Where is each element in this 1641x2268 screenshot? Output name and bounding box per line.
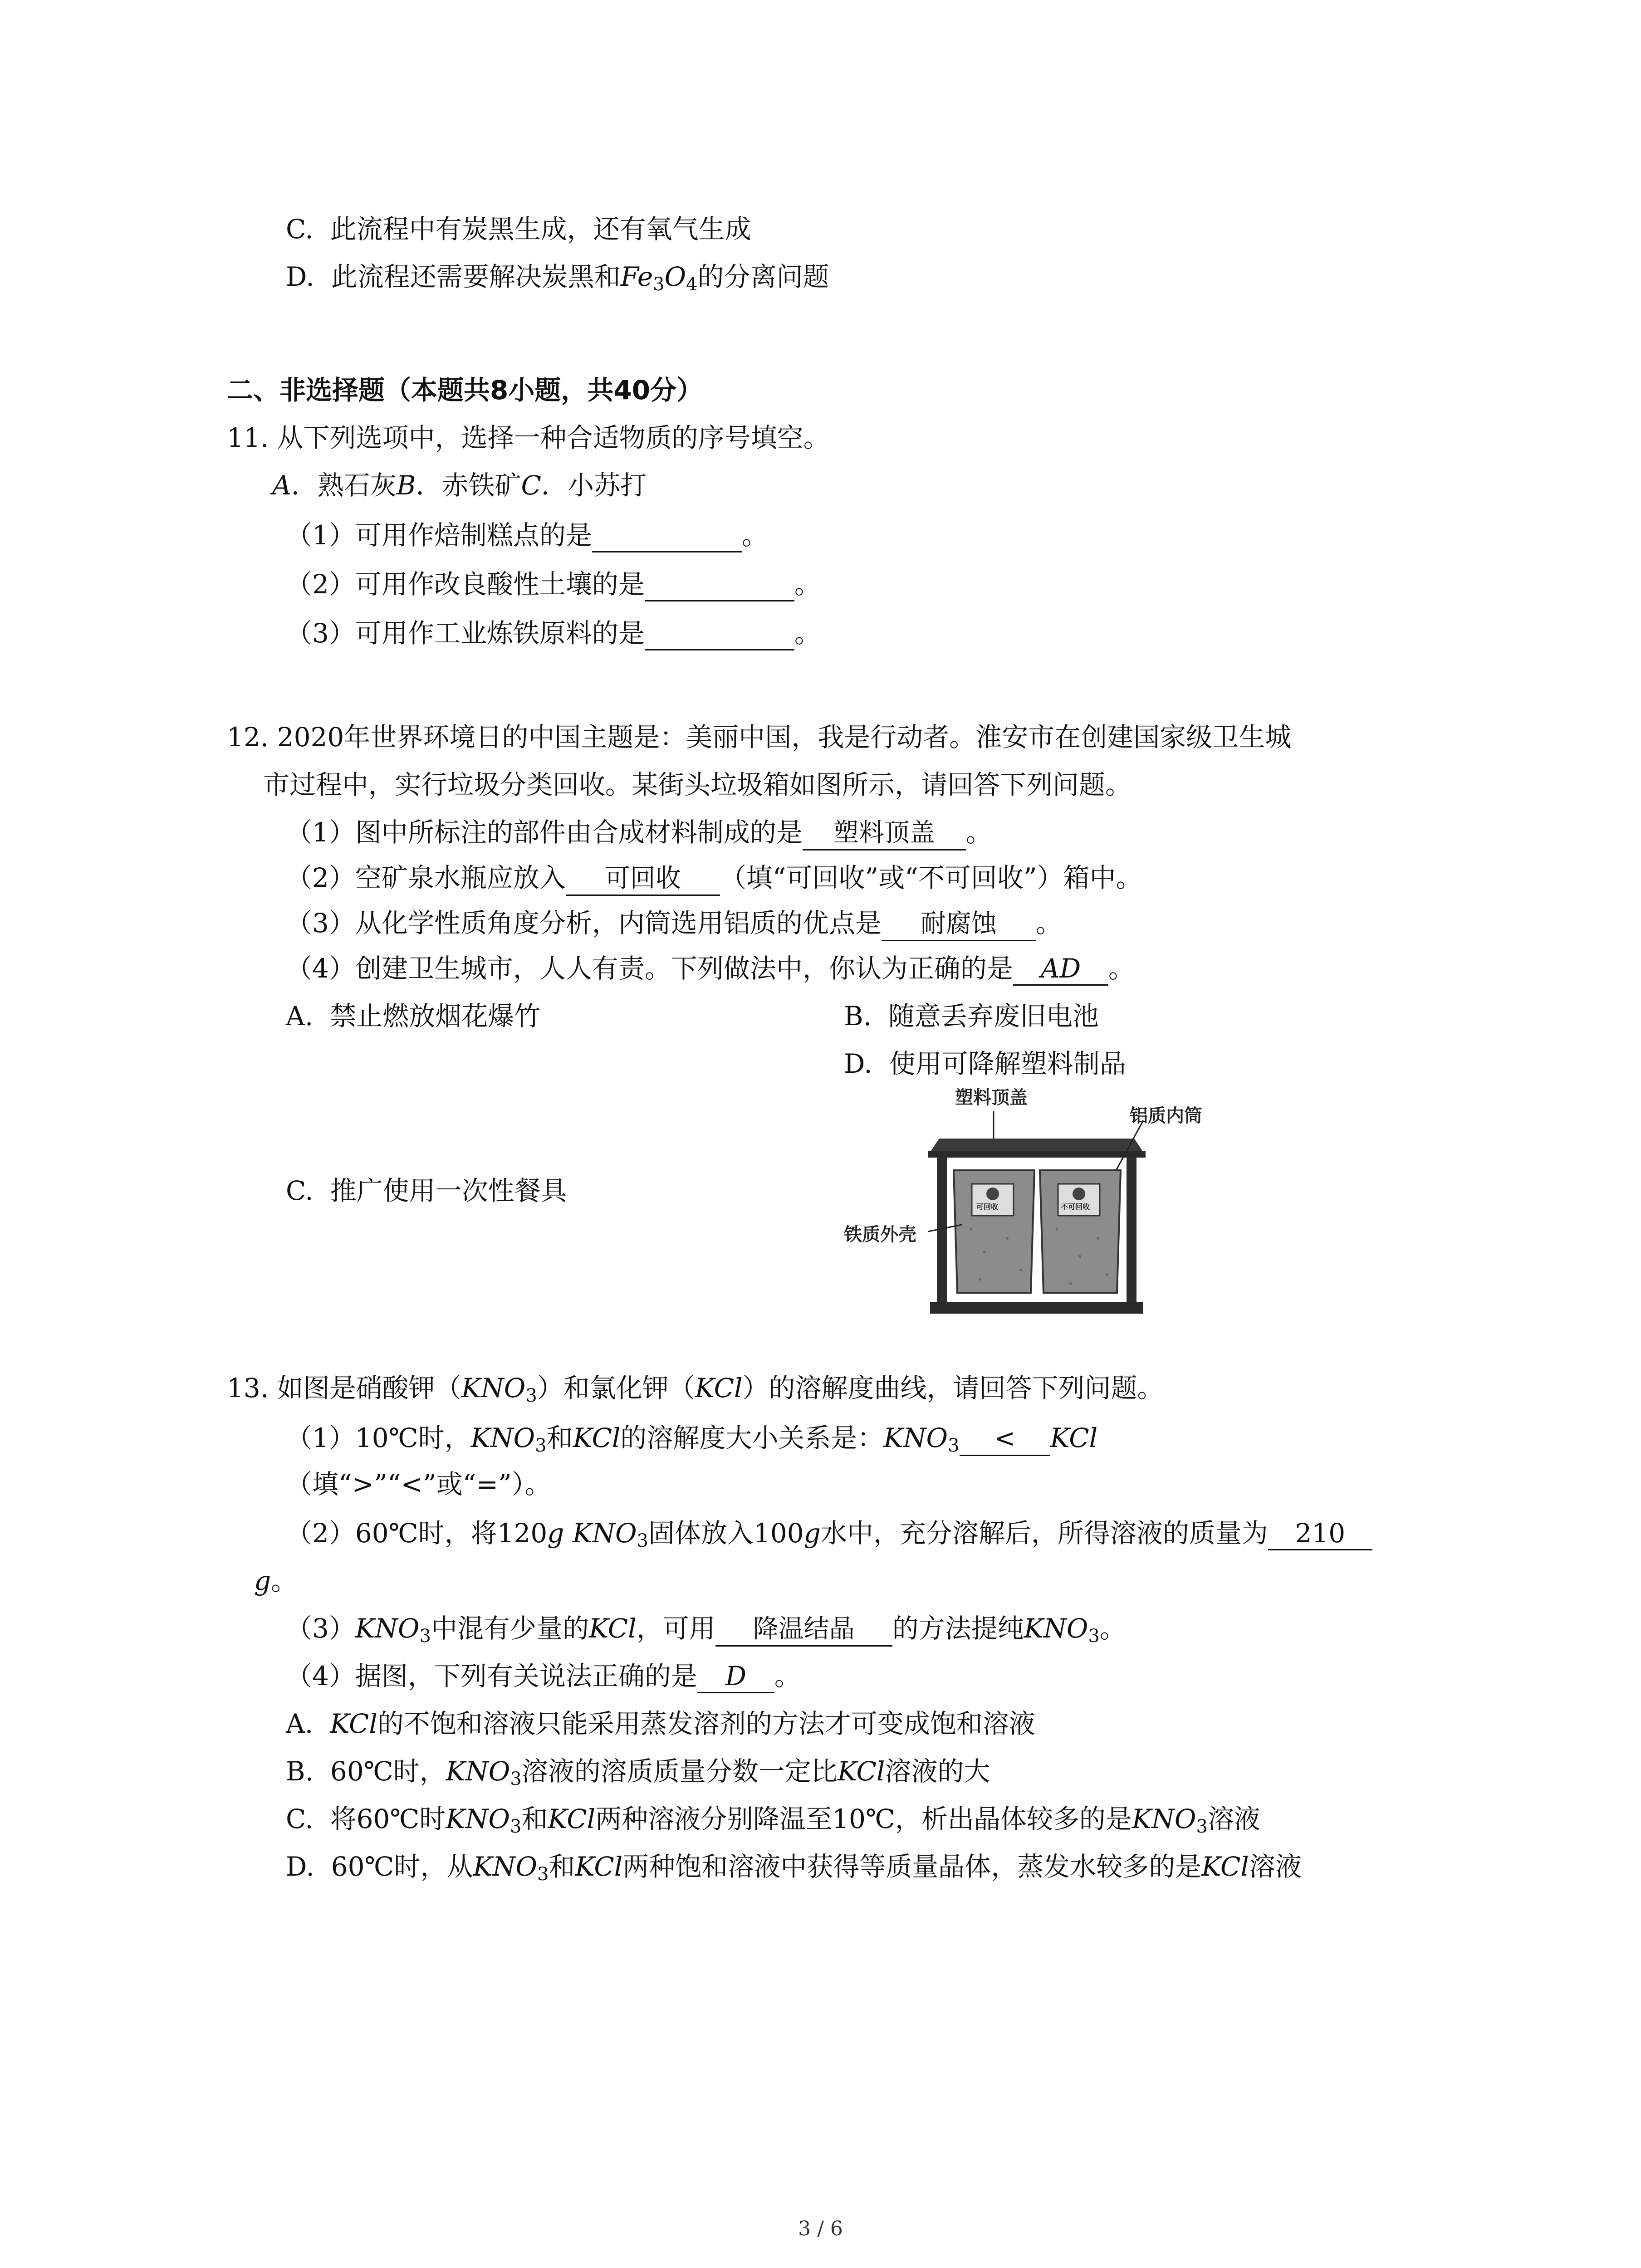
q13-part1-text: （1）10℃时， <box>286 1422 471 1453</box>
q12-part3-text: （3）从化学性质角度分析，内筒选用铝质的优点是 <box>286 908 882 938</box>
trash-bin-figure <box>844 1080 1270 1334</box>
q11-part1-text: （1）可用作焙制糕点的是 <box>286 520 592 551</box>
q13-stem-text: ）和氯化钾（ <box>537 1373 695 1403</box>
nonrecycle-icon <box>1073 1188 1085 1200</box>
q13-option-a <box>286 1706 1035 1742</box>
q12-part2-text: （2）空矿泉水瓶应放入 <box>286 862 566 893</box>
q11-blank3[interactable] <box>645 617 794 650</box>
formula-kno3: KNO <box>446 1756 510 1787</box>
q11-option-letter: B <box>396 470 416 501</box>
subscript: 3 <box>1088 1626 1100 1647</box>
q12-part2 <box>286 860 1142 896</box>
q13-option-text: 溶液 <box>1249 1851 1302 1882</box>
q13-part3: $(3)KNO_3$中混有少量的KCl，可用 降温结晶 的方法提纯$KNO_3$。 <box>286 1613 1126 1647</box>
q13-option-text: 溶液 <box>1207 1804 1260 1834</box>
label-plastic-lid: 塑料顶盖 <box>955 1087 1028 1108</box>
q11-part1 <box>286 517 768 553</box>
q13-option-text: 两种饱和溶液中获得等质量晶体，蒸发水较多的是 <box>622 1851 1202 1882</box>
q12-option-a: A. 禁止燃放烟花爆竹 <box>286 1001 541 1031</box>
page-number: 3 / 6 <box>798 2217 843 2240</box>
subscript: 4 <box>686 274 698 295</box>
q11-option-letter: A <box>272 470 291 501</box>
q13-text: 固体放入100 <box>648 1518 804 1549</box>
label-iron-shell: 铁质外壳 <box>844 1224 916 1245</box>
formula-kcl: KCl <box>1201 1851 1249 1882</box>
q13-stem-text: 13. 如图是硝酸钾（ <box>227 1373 461 1403</box>
q13-answer4[interactable]: D <box>697 1660 774 1693</box>
punct: 。 <box>794 569 821 600</box>
q13-text: 中混有少量的 <box>431 1613 589 1644</box>
q10-option-d-tail: 的分离问题 <box>697 261 829 292</box>
formula-kno3: KNO <box>355 1613 420 1644</box>
q11-part2-text: （2）可用作改良酸性土壤的是 <box>286 569 645 600</box>
q11-stem: 11. 从下列选项中，选择一种合适物质的序号填空。 <box>227 422 830 453</box>
q13-answer3[interactable]: 降温结晶 <box>715 1613 892 1647</box>
unit-g: g <box>803 1518 821 1549</box>
q13-part2-unit <box>254 1563 297 1599</box>
formula-kno3: KNO <box>446 1804 510 1834</box>
formula-kcl: KCl <box>1050 1422 1098 1453</box>
q12-part4-text: （4）创建卫生城市，人人有责。下列做法中，你认为正确的是 <box>286 953 1013 984</box>
q11-option-text: ．熟石灰 <box>291 470 397 501</box>
recycle-icon <box>986 1188 999 1200</box>
q13-option-text: D. 60℃时，从 <box>286 1851 473 1882</box>
subscript: 3 <box>509 1816 522 1837</box>
unit-g: g <box>254 1565 271 1596</box>
q12-part1 <box>286 814 992 850</box>
trash-bin-image <box>844 1080 1270 1334</box>
subscript: 3 <box>419 1626 431 1647</box>
q13-text: ，可用 <box>636 1613 715 1644</box>
formula-kno3: KNO <box>883 1422 948 1453</box>
q13-text: 和 <box>546 1422 573 1453</box>
q13-part4-text: （4）据图，下列有关说法正确的是 <box>286 1661 697 1691</box>
q10-option-d <box>286 259 829 295</box>
formula-kno3: KNO <box>461 1373 526 1403</box>
bin-post-right <box>1127 1158 1136 1303</box>
subscript: 3 <box>653 274 665 295</box>
sign-nonrecyclable-text: 不可回收 <box>1061 1202 1090 1211</box>
formula-kno3: KNO <box>572 1518 637 1549</box>
q12-part4 <box>286 950 1135 987</box>
formula-kno3: KNO <box>473 1851 538 1882</box>
q13-answer2[interactable]: 210 <box>1268 1517 1372 1550</box>
q13-option-text: C. 将60℃时 <box>286 1804 446 1834</box>
q11-part3-text: （3）可用作工业炼铁原料的是 <box>286 618 645 649</box>
formula-kcl: KCl <box>695 1373 743 1403</box>
formula-fe: Fe <box>620 261 653 292</box>
q13-option-c <box>286 1801 1260 1837</box>
q12-option-c: C. 推广使用一次性餐具 <box>286 1175 567 1206</box>
q12-stem-line1: 12. 2020年世界环境日的中国主题是：美丽中国，我是行动者。淮安市在创建国家级卫生城 <box>227 722 1292 753</box>
punct: 。 <box>1099 1613 1126 1644</box>
q13-text: 和 <box>521 1804 548 1834</box>
punct: 。 <box>271 1565 298 1596</box>
q12-part3 <box>286 905 1062 941</box>
q13-part2 <box>286 1515 1372 1551</box>
q12-option-d: D. 使用可降解塑料制品 <box>844 1048 1126 1079</box>
section-title: 二、非选择题（本题共8小题，共40分） <box>227 375 703 406</box>
punct: 。 <box>1108 953 1135 984</box>
q11-blank1[interactable] <box>592 519 742 552</box>
formula-kno3: KNO <box>1024 1613 1088 1644</box>
q13-text: 的方法提纯 <box>892 1613 1024 1644</box>
q12-part1-text: （1）图中所标注的部件由合成材料制成的是 <box>286 817 803 848</box>
q12-answer3[interactable]: 耐腐蚀 <box>882 908 1036 941</box>
q13-option-text: 溶液的大 <box>885 1756 990 1787</box>
q11-option-letter: C <box>521 470 541 501</box>
q13-part1 <box>286 1420 1097 1456</box>
q13-option-d <box>286 1848 1302 1885</box>
q12-answer2[interactable]: 可回收 <box>566 863 720 896</box>
q13-option-text: 溶液的溶质质量分数一定比 <box>521 1756 838 1787</box>
label-aluminum-inner: 铝质内筒 <box>1130 1105 1202 1126</box>
formula-kcl: KCl <box>573 1422 621 1453</box>
subscript: 3 <box>1196 1816 1208 1837</box>
subscript: 3 <box>637 1530 648 1551</box>
formula-kno3: KNO <box>470 1422 535 1453</box>
q12-part2-hint: （填“可回收”或“不可回收”）箱中。 <box>720 862 1142 893</box>
subscript: 3 <box>525 1385 537 1406</box>
q13-part2-text: （2）60℃时，将120 <box>286 1518 548 1549</box>
formula-kcl: KCl <box>548 1804 596 1834</box>
q13-stem-text: ）的溶解度曲线，请回答下列问题。 <box>742 1373 1164 1403</box>
punct: 。 <box>965 817 992 848</box>
subscript: 3 <box>948 1435 960 1456</box>
q12-answer4[interactable]: AD <box>1013 953 1108 986</box>
q10-option-c-text: C. 此流程中有炭黑生成，还有氧气生成 <box>286 214 751 244</box>
q13-part4 <box>286 1658 801 1694</box>
q13-text: 的溶解度大小关系是： <box>620 1422 884 1453</box>
q11-options <box>272 467 647 503</box>
q12-option-b: B. 随意丢弃废旧电池 <box>844 1001 1099 1031</box>
q13-answer1[interactable]: < <box>960 1423 1050 1456</box>
bin-lid <box>930 1139 1143 1152</box>
unit-g: g <box>547 1518 564 1549</box>
q11-blank2[interactable] <box>645 568 794 601</box>
formula-kno3: KNO <box>1132 1804 1196 1834</box>
q13-option-text: B. 60℃时， <box>286 1756 446 1787</box>
punct: 。 <box>1035 908 1062 938</box>
q13-text: 和 <box>549 1851 575 1882</box>
q11-part3 <box>286 615 821 651</box>
formula-kcl: KCl <box>575 1851 623 1882</box>
punct: 。 <box>794 618 821 649</box>
punct: 。 <box>741 520 768 551</box>
bin-post-left <box>937 1158 947 1303</box>
punct: 。 <box>774 1661 801 1691</box>
q13-option-text: 的不饱和溶液只能采用蒸发溶剂的方法才可变成饱和溶液 <box>377 1708 1035 1739</box>
q12-stem-line2: 市过程中，实行垃圾分类回收。某街头垃圾箱如图所示，请回答下列问题。 <box>263 769 1132 800</box>
q13-text: 水中，充分溶解后，所得溶液的质量为 <box>820 1518 1268 1549</box>
subscript: 3 <box>537 1864 549 1885</box>
q11-part2 <box>286 566 821 602</box>
q10-option-d-text: D. 此流程还需要解决炭黑和 <box>286 261 621 292</box>
q13-option-letter: A. <box>286 1708 330 1739</box>
q10-option-c <box>286 211 751 247</box>
q13-option-b <box>286 1753 990 1789</box>
formula-kcl: KCl <box>589 1613 637 1644</box>
q12-answer1[interactable]: 塑料顶盖 <box>803 817 966 850</box>
q13-option-text: 两种溶液分别降温至10℃，析出晶体较多的是 <box>595 1804 1132 1834</box>
formula-kcl: KCl <box>837 1756 885 1787</box>
bin-lid-edge <box>928 1151 1146 1158</box>
subscript: 3 <box>510 1769 522 1789</box>
formula-kcl: KCl <box>330 1708 377 1739</box>
sign-recyclable-text: 可回收 <box>976 1202 999 1211</box>
q11-option-text: ．小苏打 <box>541 470 647 501</box>
subscript: 3 <box>535 1435 547 1456</box>
q11-option-text: ．赤铁矿 <box>416 470 521 501</box>
bin-base <box>930 1302 1143 1314</box>
formula-o: O <box>664 261 686 292</box>
q13-stem <box>227 1370 1164 1406</box>
q13-part1-hint: （填“>”“<”或“=”）。 <box>286 1469 551 1500</box>
